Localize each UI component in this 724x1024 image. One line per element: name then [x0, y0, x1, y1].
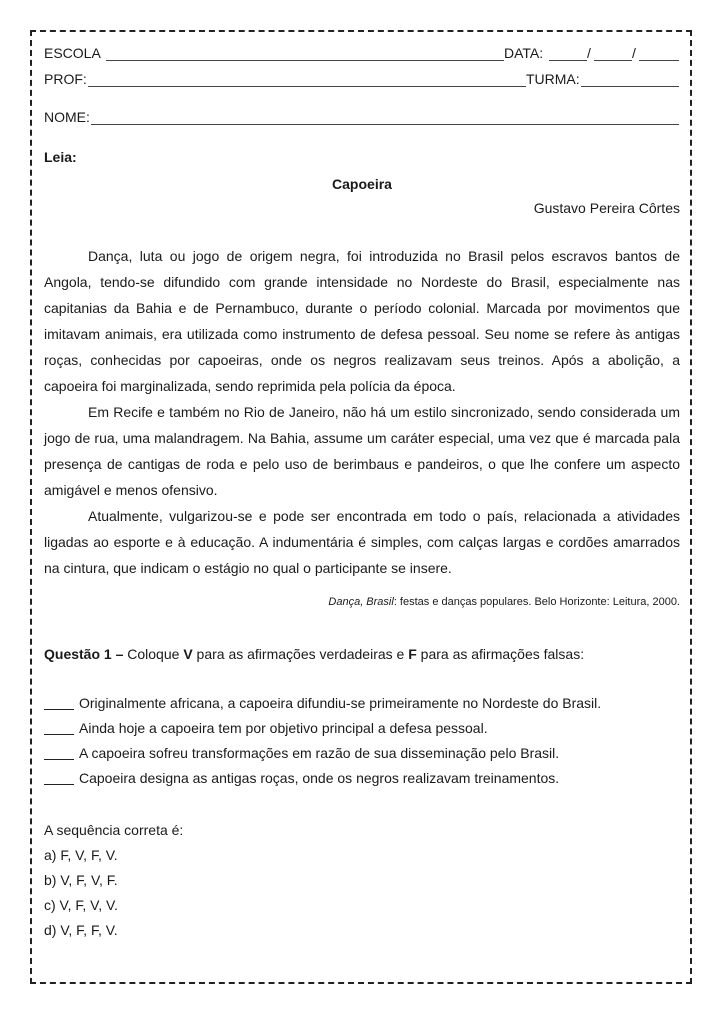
- option-c[interactable]: c) V, F, V, V.: [44, 897, 118, 913]
- option-b[interactable]: b) V, F, V, F.: [44, 872, 118, 888]
- statement-item: [44, 720, 488, 736]
- paragraph: Em Recife e também no Rio de Janeiro, não há um estilo sincronizado, sendo considerada um jogo de rua, uma malandragem. Na Bahia, assume um caráter especial, uma vez que é marcada pala presença de cantigas de roda e pelo uso de berimbaus e pandeiros, o que lhe confere um aspecto amigável e menos ofensivo.: [44, 404, 680, 498]
- date-separator: /: [587, 45, 591, 61]
- text-author: Gustavo Pereira Côrtes: [533, 200, 680, 216]
- text-title: Capoeira: [332, 176, 392, 192]
- question-number: Questão 1 –: [44, 646, 124, 662]
- statement-text: Capoeira designa as antigas roças, onde os negros realizavam treinamentos.: [79, 770, 560, 786]
- date-year-line[interactable]: [639, 60, 679, 61]
- option-a[interactable]: a) F, V, F, V.: [44, 847, 118, 863]
- statement-item: [44, 770, 559, 786]
- answer-blank[interactable]: [44, 734, 74, 735]
- class-label: TURMA:: [526, 71, 580, 87]
- reading-text: [44, 243, 680, 581]
- sequence-label: A sequência correta é:: [44, 822, 184, 838]
- prompt-text: para as afirmações verdadeiras e: [192, 646, 409, 662]
- citation: [328, 596, 680, 608]
- date-day-line[interactable]: [549, 60, 587, 61]
- citation-title: Dança, Brasil: [328, 596, 394, 608]
- paragraph: Atualmente, vulgarizou-se e pode ser encontrada em todo o país, relacionada a atividades ligadas ao esporte e à educação. A indumentária é simples, com calças largas e cordões amarrados na cintura, que indicam o estágio no qual o participante se insere.: [44, 508, 680, 576]
- prompt-text: Coloque: [123, 646, 184, 662]
- class-field-line[interactable]: [581, 86, 679, 87]
- date-label: DATA:: [504, 45, 544, 61]
- statement-item: [44, 695, 601, 711]
- name-field-line[interactable]: [91, 124, 679, 125]
- school-field-line[interactable]: [106, 60, 504, 61]
- school-label: ESCOLA: [44, 45, 101, 61]
- option-d[interactable]: d) V, F, F, V.: [44, 922, 118, 938]
- date-month-line[interactable]: [594, 60, 632, 61]
- statement-text: A capoeira sofreu transformações em razão de sua disseminação pelo Brasil.: [79, 745, 560, 761]
- reading-instruction: Leia:: [44, 149, 77, 165]
- answer-blank[interactable]: [44, 784, 74, 785]
- teacher-field-line[interactable]: [88, 86, 526, 87]
- true-marker: V: [183, 646, 193, 662]
- citation-details: : festas e danças populares. Belo Horizonte: Leitura, 2000.: [393, 596, 680, 608]
- date-separator: /: [632, 45, 636, 61]
- prompt-text: para as afirmações falsas:: [416, 646, 585, 662]
- paragraph: Dança, luta ou jogo de origem negra, foi introduzida no Brasil pelos escravos bantos de Angola, tendo-se difundido com grande intensidade no Nordeste do Brasil, especialmente nas capitanias da Bahia e de Pernambuco, durante o período colonial. Marcada por movimentos que imitavam animais, era utilizada como instrumento de defesa pessoal. Seu nome se refere às antigas roças, conhecidas por capoeiras, onde os negros realizavam seus treinos. Após a abolição, a capoeira foi marginalizada, sendo reprimida pela polícia da época.: [44, 248, 680, 394]
- name-label: NOME:: [44, 109, 90, 125]
- false-marker: F: [408, 646, 417, 662]
- question-1-prompt: [44, 646, 584, 663]
- answer-blank[interactable]: [44, 709, 74, 710]
- teacher-label: PROF:: [44, 71, 87, 87]
- statement-item: [44, 745, 559, 761]
- statement-text: Originalmente africana, a capoeira difundiu-se primeiramente no Nordeste do Brasil.: [79, 695, 602, 711]
- answer-blank[interactable]: [44, 759, 74, 760]
- statement-text: Ainda hoje a capoeira tem por objetivo principal a defesa pessoal.: [79, 720, 488, 736]
